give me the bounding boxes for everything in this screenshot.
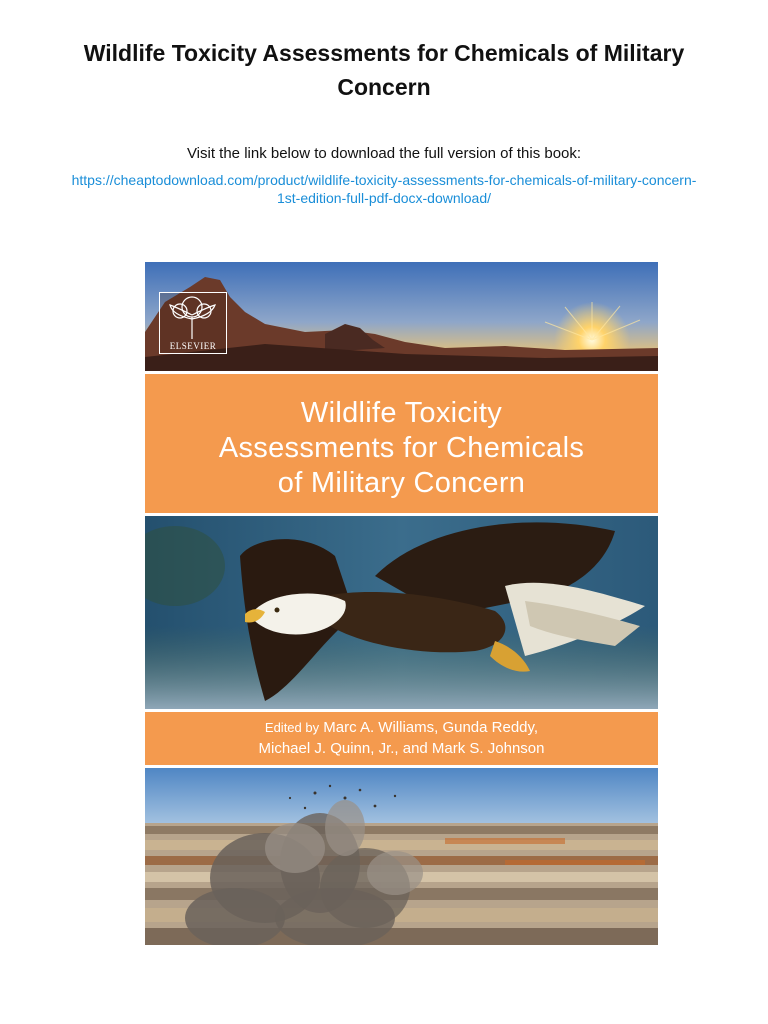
editors-names-line2: Michael J. Quinn, Jr., and Mark S. Johnson — [258, 740, 545, 757]
download-intro-text: Visit the link below to download the full version of this book: — [186, 145, 582, 162]
cover-title-line: Wildlife Toxicity — [300, 397, 503, 429]
cover-title-line: Assessments for Chemicals — [218, 432, 585, 464]
cover-editors — [145, 717, 658, 759]
cover-editors-line — [145, 717, 658, 738]
cover-title — [145, 396, 658, 501]
cover-eagle-photo — [145, 516, 658, 709]
cover-mine-photo — [145, 768, 658, 945]
book-cover-image — [145, 262, 658, 945]
editors-names-line1: Marc A. Williams, Gunda Reddy, — [323, 719, 539, 736]
download-link[interactable]: https://cheaptodownload.com/product/wildlife-toxicity-assessments-for-chemicals-of-military-concern-1st-edition-full-pdf-docx-download/ — [71, 172, 697, 206]
cover-title-line: of Military Concern — [277, 467, 526, 499]
cover-title-band — [145, 374, 658, 513]
editors-prefix: Edited by — [264, 720, 320, 735]
cover-landscape-photo — [145, 262, 658, 371]
elsevier-logo — [159, 292, 227, 354]
cover-editors-band — [145, 712, 658, 765]
page-title: Wildlife Toxicity Assessments for Chemicals of Military Concern — [83, 40, 685, 100]
publisher-name: ELSEVIER — [169, 341, 217, 351]
